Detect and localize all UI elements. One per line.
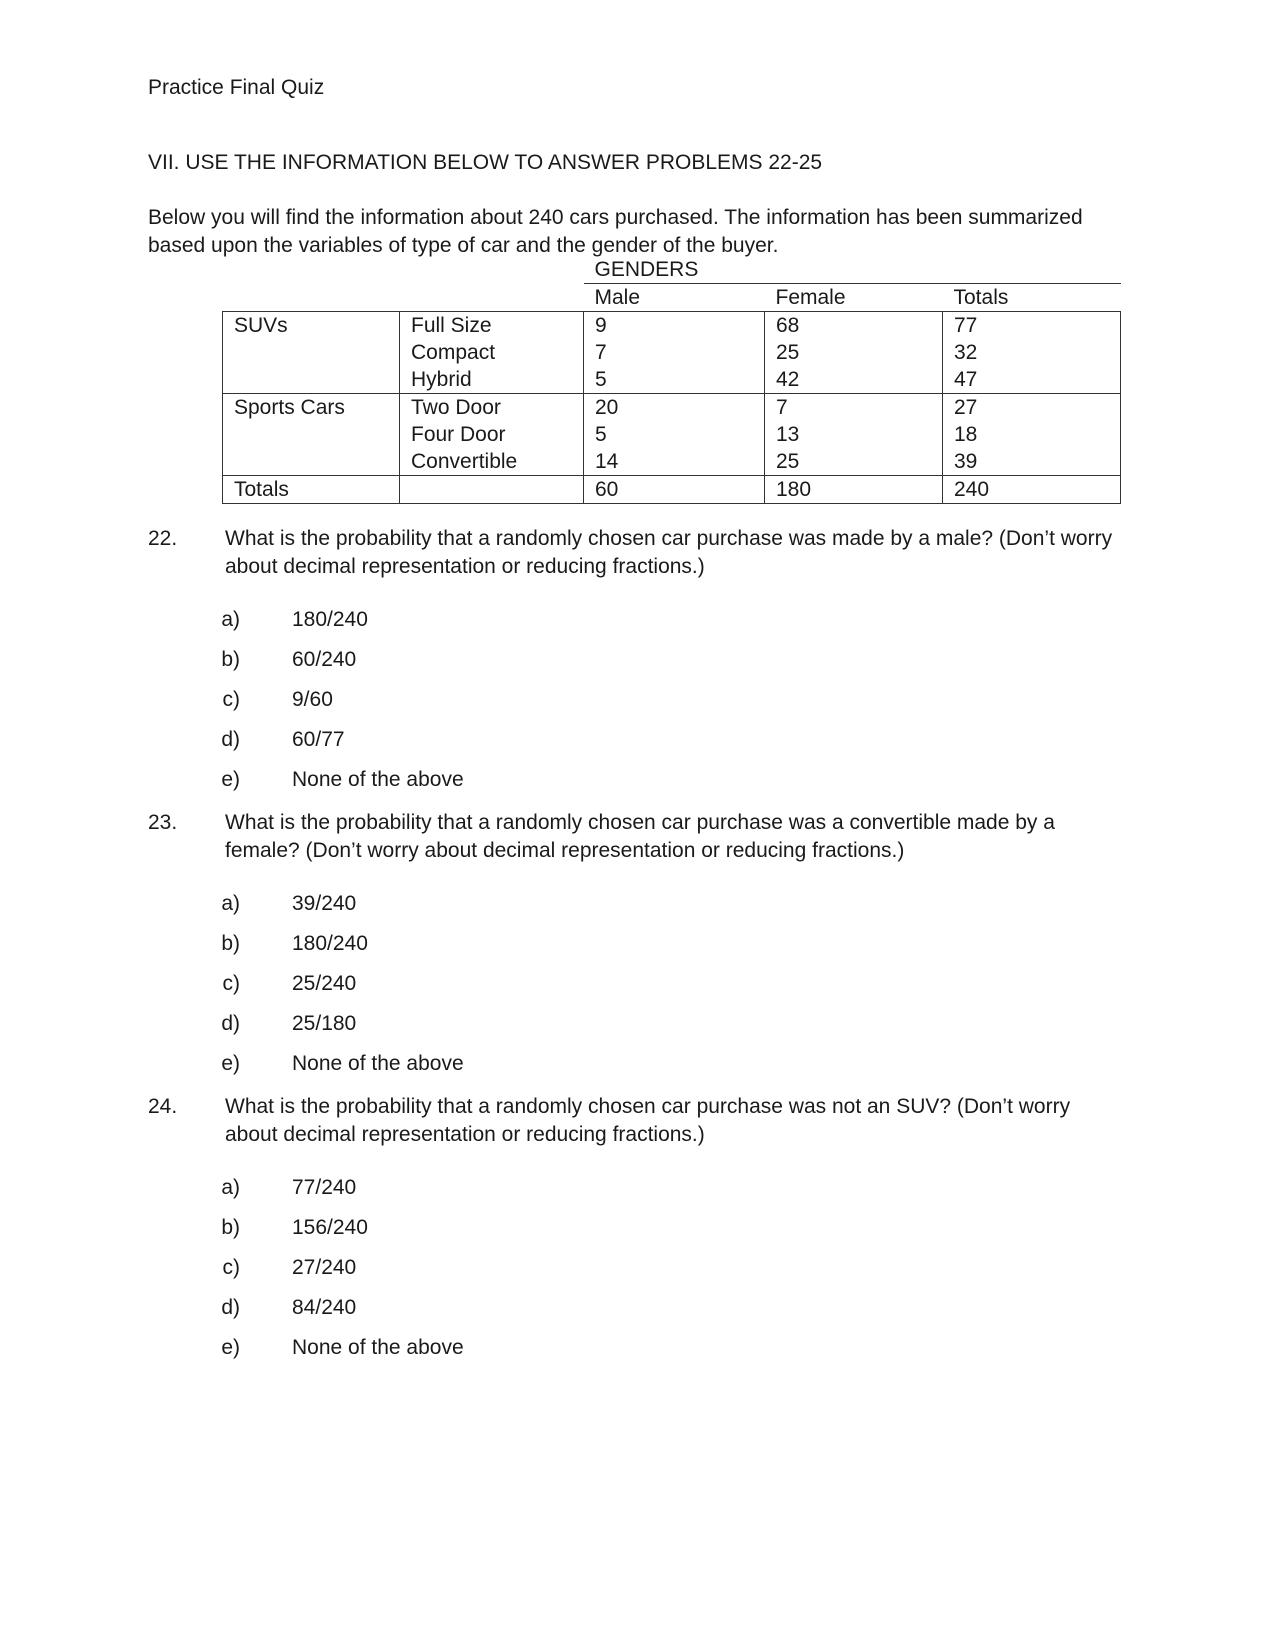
question-line: What is the probability that a randomly chosen car purchase was a convertible made by a [225, 811, 1055, 834]
table-row-suvs [223, 312, 1121, 394]
female-cell: 7 [776, 396, 788, 419]
row-category: SUVs [223, 312, 400, 394]
row-types [400, 394, 584, 476]
row-category: Sports Cars [223, 394, 400, 476]
totals-cells [943, 394, 1121, 476]
option-label: c) [222, 688, 240, 711]
intro-line-2: based upon the variables of type of car and the gender of the buyer. [148, 234, 779, 257]
option-label: e) [221, 768, 240, 791]
option-text: 60/77 [292, 728, 345, 751]
option-text: 156/240 [292, 1216, 368, 1239]
male-cell: 14 [595, 450, 619, 473]
option-label: e) [221, 1336, 240, 1359]
col-header-female: Female [765, 284, 943, 312]
total-cell: 47 [954, 368, 978, 391]
option-label: a) [221, 608, 240, 631]
row-types [400, 312, 584, 394]
question-number: 22. [148, 527, 178, 550]
question-line: about decimal representation or reducing fractions.) [225, 555, 705, 578]
section-title: VII. USE THE INFORMATION BELOW TO ANSWER PROBLEMS 22-25 [148, 151, 823, 174]
female-cell: 13 [776, 423, 800, 446]
option-text: 27/240 [292, 1256, 357, 1279]
type-cell: Compact [411, 341, 496, 364]
male-cells [584, 394, 765, 476]
totals-type [400, 476, 584, 504]
question-line: What is the probability that a randomly chosen car purchase was not an SUV? (Don’t worry [225, 1095, 1071, 1118]
total-cell: 32 [954, 341, 978, 364]
option-label: b) [221, 648, 240, 671]
question-line: What is the probability that a randomly chosen car purchase was made by a male? (Don’t worry [225, 527, 1113, 550]
intro-line-1: Below you will find the information about 240 cars purchased. The information has been summarized [148, 206, 1083, 229]
female-cells [765, 312, 943, 394]
option-text: 39/240 [292, 892, 357, 915]
col-header-male: Male [584, 284, 765, 312]
option-label: c) [222, 1256, 240, 1279]
totals-cells [943, 312, 1121, 394]
option-text: None of the above [292, 1336, 464, 1359]
option-label: b) [221, 1216, 240, 1239]
option-text: None of the above [292, 768, 464, 791]
male-cell: 5 [595, 368, 607, 391]
totals-female: 180 [765, 476, 943, 504]
option-label: e) [221, 1052, 240, 1075]
option-text: 25/180 [292, 1012, 357, 1035]
male-cell: 5 [595, 423, 607, 446]
question-text [225, 1093, 1125, 1149]
option-label: a) [221, 892, 240, 915]
type-cell: Four Door [411, 423, 506, 446]
option-label: a) [221, 1176, 240, 1199]
type-cell: Full Size [411, 314, 492, 337]
table-row-sports-cars [223, 394, 1121, 476]
question-text [225, 525, 1125, 581]
option-label: d) [221, 1296, 240, 1319]
female-cell: 68 [776, 314, 800, 337]
option-text: 9/60 [292, 688, 333, 711]
female-cell: 25 [776, 341, 800, 364]
col-header-totals: Totals [943, 284, 1121, 312]
total-cell: 77 [954, 314, 978, 337]
option-label: c) [222, 972, 240, 995]
female-cell: 25 [776, 450, 800, 473]
table-row-totals [223, 476, 1121, 504]
contingency-table [222, 256, 1120, 504]
type-cell: Hybrid [411, 368, 472, 391]
option-label: d) [221, 728, 240, 751]
male-cell: 9 [595, 314, 607, 337]
total-cell: 39 [954, 450, 978, 473]
option-label: b) [221, 932, 240, 955]
totals-grand: 240 [943, 476, 1121, 504]
total-cell: 18 [954, 423, 978, 446]
option-text: 60/240 [292, 648, 357, 671]
question-number: 24. [148, 1095, 178, 1118]
question-line: female? (Don’t worry about decimal representation or reducing fractions.) [225, 839, 905, 862]
genders-header: GENDERS [594, 258, 699, 281]
male-cell: 7 [595, 341, 607, 364]
option-label: d) [221, 1012, 240, 1035]
option-text: 84/240 [292, 1296, 357, 1319]
question-text [225, 809, 1125, 865]
option-text: 25/240 [292, 972, 357, 995]
page-header: Practice Final Quiz [148, 76, 325, 99]
type-cell: Convertible [411, 450, 518, 473]
totals-label: Totals [223, 476, 400, 504]
question-number: 23. [148, 811, 178, 834]
option-text: None of the above [292, 1052, 464, 1075]
option-text: 180/240 [292, 932, 368, 955]
male-cells [584, 312, 765, 394]
totals-male: 60 [584, 476, 765, 504]
option-text: 77/240 [292, 1176, 357, 1199]
male-cell: 20 [595, 396, 619, 419]
female-cells [765, 394, 943, 476]
type-cell: Two Door [411, 396, 501, 419]
question-line: about decimal representation or reducing fractions.) [225, 1123, 705, 1146]
total-cell: 27 [954, 396, 978, 419]
female-cell: 42 [776, 368, 800, 391]
option-text: 180/240 [292, 608, 368, 631]
